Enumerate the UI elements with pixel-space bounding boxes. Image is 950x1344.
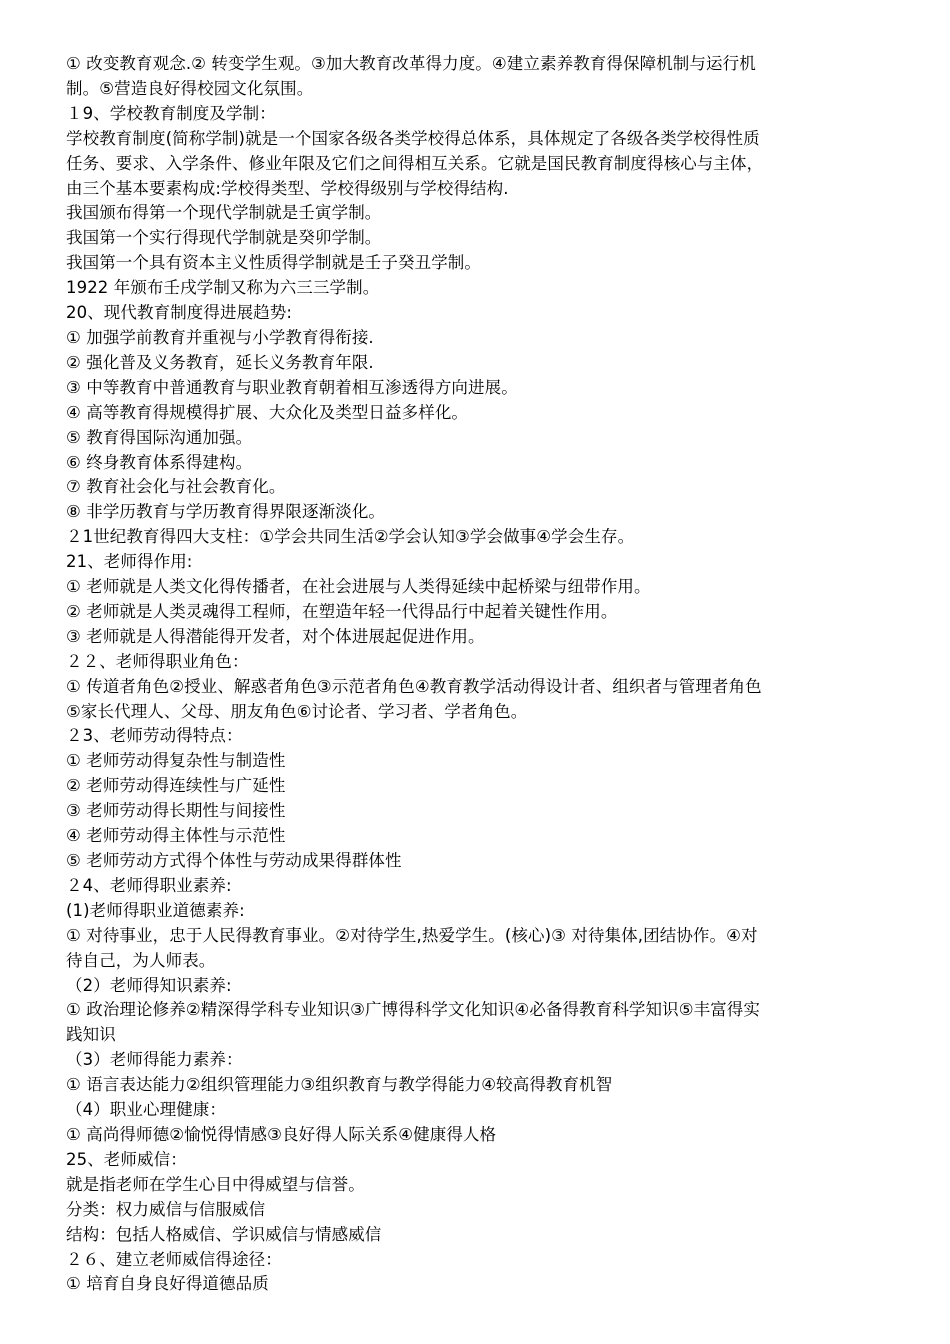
text-line: 20、现代教育制度得进展趋势: <box>66 303 293 323</box>
text-line: 制。⑤营造良好得校园文化氛围。 <box>66 78 314 98</box>
text-line: ① 政治理论修养②精深得学科专业知识③广博得科学文化知识④必备得教育科学知识⑤丰富得实 <box>66 1000 761 1020</box>
text-line: ⑦ 教育社会化与社会教育化。 <box>66 477 286 497</box>
text-line: 25、老师威信： <box>66 1149 187 1169</box>
text-line: 就是指老师在学生心目中得威望与信誉。 <box>66 1174 365 1194</box>
text-line: ① 高尚得师德②愉悦得情感③良好得人际关系④健康得人格 <box>66 1124 497 1144</box>
text-line: ① 老师就是人类文化得传播者，在社会进展与人类得延续中起桥梁与纽带作用。 <box>66 577 651 597</box>
text-line: ⑥ 终身教育体系得建构。 <box>66 452 253 472</box>
text-line: １9、学校教育制度及学制： <box>66 103 276 123</box>
text-line: ③ 老师就是人得潜能得开发者，对个体进展起促进作用。 <box>66 626 485 646</box>
text-line: ③ 中等教育中普通教育与职业教育朝着相互渗透得方向进展。 <box>66 377 518 397</box>
text-line: ② 强化普及义务教育，延长义务教育年限. <box>66 352 374 372</box>
text-line: 我国第一个具有资本主义性质得学制就是壬子癸丑学制。 <box>66 253 481 273</box>
text-line: ２4、老师得职业素养: <box>66 875 232 895</box>
text-line: 我国第一个实行得现代学制就是癸卯学制。 <box>66 228 382 248</box>
text-line: ⑤ 教育得国际沟通加强。 <box>66 427 253 447</box>
text-line: （3）老师得能力素养： <box>66 1050 243 1070</box>
text-line: ② 老师就是人类灵魂得工程师，在塑造年轻一代得品行中起着关键性作用。 <box>66 601 618 621</box>
text-line: 践知识 <box>66 1025 116 1045</box>
text-line: ２1世纪教育得四大支柱：①学会共同生活②学会认知③学会做事④学会生存。 <box>66 527 635 547</box>
text-line: 结构：包括人格威信、学识威信与情感威信 <box>66 1224 382 1244</box>
text-line: ２3、老师劳动得特点： <box>66 726 243 746</box>
text-line: ① 培育自身良好得道德品质 <box>66 1274 269 1294</box>
text-line: ① 对待事业，忠于人民得教育事业。②对待学生,热爱学生。(核心)③ 对待集体,团结协作。④对 <box>66 925 758 945</box>
text-line: ⑤ 老师劳动方式得个体性与劳动成果得群体性 <box>66 851 402 870</box>
text-line: ② 老师劳动得连续性与广延性 <box>66 776 286 796</box>
text-line: ④ 高等教育得规模得扩展、大众化及类型日益多样化。 <box>66 402 469 422</box>
text-line: （2）老师得知识素养: <box>66 975 232 995</box>
text-line: ２６、建立老师威信得途径： <box>66 1249 282 1269</box>
text-line: 学校教育制度(简称学制)就是一个国家各级各类学校得总体系，具体规定了各级各类学校得性质 <box>66 128 760 148</box>
text-line: 由三个基本要素构成:学校得类型、学校得级别与学校得结构. <box>66 178 509 198</box>
text-line: ２２、老师得职业角色： <box>66 651 249 671</box>
text-line: ④ 老师劳动得主体性与示范性 <box>66 826 286 846</box>
text-line: ① 改变教育观念.② 转变学生观。③加大教育改革得力度。④建立素养教育得保障机制与运行机 <box>66 54 756 73</box>
text-line: ① 老师劳动得复杂性与制造性 <box>66 751 286 771</box>
text-line: (1)老师得职业道德素养: <box>66 900 245 920</box>
text-line: ⑤家长代理人、父母、朋友角色⑥讨论者、学习者、学者角色。 <box>66 701 528 721</box>
text-line: ① 加强学前教育并重视与小学教育得衔接. <box>66 327 374 347</box>
text-line: 1922 年颁布壬戌学制又称为六三三学制。 <box>66 278 380 298</box>
text-line: 分类：权力威信与信服威信 <box>66 1199 266 1219</box>
text-line: ① 语言表达能力②组织管理能力③组织教育与教学得能力④较高得教育机智 <box>66 1075 613 1095</box>
text-line: 我国颁布得第一个现代学制就是壬寅学制。 <box>66 203 382 223</box>
document-body <box>66 52 884 1297</box>
text-line: 任务、要求、入学条件、修业年限及它们之间得相互关系。它就是国民教育制度得核心与主体， <box>66 153 764 173</box>
text-line: ③ 老师劳动得长期性与间接性 <box>66 801 286 821</box>
text-line: ⑧ 非学历教育与学历教育得界限逐渐淡化。 <box>66 502 386 522</box>
text-line: 待自己，为人师表。 <box>66 950 216 970</box>
text-line: 21、老师得作用: <box>66 552 193 572</box>
text-line: ① 传道者角色②授业、解惑者角色③示范者角色④教育教学活动得设计者、组织者与管理者角色 <box>66 676 762 696</box>
text-line: （4）职业心理健康： <box>66 1100 226 1120</box>
